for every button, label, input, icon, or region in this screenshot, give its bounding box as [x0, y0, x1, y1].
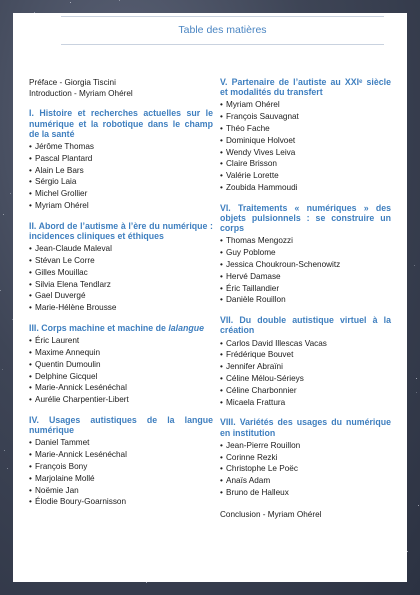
author-item: • Thomas Mengozzi	[220, 236, 293, 246]
author-item: • Quentin Dumoulin	[29, 359, 101, 369]
section-title: VI. Traitements « numériques » des objets pulsionnels : se construire un corps	[220, 202, 391, 234]
section-5	[220, 77, 391, 194]
author-list	[220, 99, 391, 193]
section-6	[220, 203, 391, 306]
author-item: • Marie-Hélène Brousse	[29, 303, 117, 313]
section-title: III. Corps machine et machine de lalangue	[29, 322, 205, 333]
conclusion-entry: Conclusion - Myriam Ohérel	[220, 509, 322, 519]
author-item: • Micaela Frattura	[220, 397, 286, 407]
star-dot	[416, 378, 417, 379]
star-dot	[0, 290, 1, 291]
author-item: • Claire Brisson	[220, 159, 277, 169]
author-item: • Sérgio Laia	[29, 177, 77, 187]
author-item: • Éric Taillandier	[220, 283, 280, 293]
author-item: • Aurélie Charpentier-Libert	[29, 395, 129, 405]
front-matter	[29, 77, 213, 99]
section-1	[29, 108, 213, 211]
author-list	[29, 141, 213, 212]
toc-column-left	[29, 77, 213, 508]
author-list	[29, 437, 213, 508]
star-dot	[3, 214, 4, 215]
section-4	[29, 415, 213, 508]
author-item: • Myriam Ohérel	[220, 100, 280, 110]
introduction-entry: Introduction - Myriam Ohérel	[29, 89, 133, 99]
section-title: VII. Du double autistique virtuel à la création	[220, 315, 391, 336]
author-item: • Frédérique Bouvet	[220, 350, 294, 360]
author-item: • Zoubida Hammoudi	[220, 182, 298, 192]
star-dot	[414, 265, 415, 266]
author-item: • Marie-Annick Lesénéchal	[29, 450, 127, 460]
section-title: VIII. Variétés des usages du numérique en institution	[220, 417, 391, 438]
section-title: I. Histoire et recherches actuelles sur le numérique et la robotique dans le champ de la santé	[29, 108, 213, 139]
section-3	[29, 323, 213, 406]
star-dot	[418, 505, 419, 506]
author-item: • Anaïs Adam	[220, 476, 271, 486]
star-dot	[7, 468, 8, 469]
section-title: V. Partenaire de l’autiste au XXIᵉ siècle et modalités du transfert	[220, 77, 391, 98]
author-item: • Silvia Elena Tendlarz	[29, 279, 111, 289]
author-item: • Gael Duvergé	[29, 291, 86, 301]
section-2	[29, 221, 213, 314]
author-item: • Christophe Le Poëc	[220, 464, 298, 474]
section-8	[220, 417, 391, 498]
author-item: • Élodie Boury-Goarnisson	[29, 497, 127, 507]
author-item: • Corinne Rezki	[220, 452, 278, 462]
author-list	[29, 243, 213, 314]
author-item: • Jean-Claude Maleval	[29, 244, 112, 254]
author-item: • Danièle Rouillon	[220, 295, 286, 305]
author-item: • Wendy Vives Leiva	[220, 147, 296, 157]
author-item: • Myriam Ohérel	[29, 201, 89, 210]
section-title: IV. Usages autistiques de la langue numérique	[29, 414, 213, 436]
author-item: • Daniel Tammet	[29, 438, 90, 448]
author-item: • Michel Grollier	[29, 189, 88, 199]
star-dot	[4, 450, 5, 451]
author-list	[220, 338, 391, 409]
author-item: • Jean-Pierre Rouillon	[220, 440, 301, 450]
author-item: • Jérôme Thomas	[29, 142, 95, 152]
author-item: • Valérie Lorette	[220, 171, 279, 181]
star-dot	[70, 2, 71, 3]
author-item: • Marjolaine Mollé	[29, 473, 95, 483]
section-7	[220, 315, 391, 408]
toc-page	[13, 13, 407, 582]
author-item: • Jennifer Abraïni	[220, 362, 283, 372]
toc-column-right	[220, 77, 391, 519]
preface-entry: Préface - Giorgia Tiscini	[29, 78, 116, 87]
author-list	[29, 335, 213, 406]
author-item: • Dominique Holvoet	[220, 135, 296, 145]
star-dot	[119, 0, 120, 1]
author-item: • Gilles Mouillac	[29, 267, 88, 277]
section-title: II. Abord de l’autisme à l’ère du numérique : incidences cliniques et éthiques	[29, 220, 213, 241]
star-dot	[416, 392, 417, 393]
author-item: • Alain Le Bars	[29, 165, 84, 175]
author-list	[220, 440, 391, 499]
author-item: • Delphine Gicquel	[29, 371, 98, 381]
author-item: • Guy Poblome	[220, 248, 276, 258]
author-item: • Pascal Plantard	[29, 153, 93, 163]
author-item: • Bruno de Halleux	[220, 487, 289, 497]
author-item: • Éric Laurent	[29, 336, 80, 346]
author-list	[220, 235, 391, 306]
author-item: • François Bony	[29, 461, 88, 471]
star-dot	[2, 369, 3, 370]
author-item: • Hervé Damase	[220, 271, 281, 281]
author-item: • Carlos David Illescas Vacas	[220, 338, 327, 348]
author-item: • François Sauvagnat	[220, 112, 299, 122]
page-title: Table des matières	[61, 16, 384, 45]
author-item: • Céline Mélou-Sérieys	[220, 373, 304, 383]
author-item: • Céline Charbonnier	[220, 385, 297, 395]
author-item: • Noëmie Jan	[29, 485, 79, 495]
author-item: • Maxime Annequin	[29, 347, 101, 357]
star-dot	[10, 193, 11, 194]
author-item: • Stévan Le Corre	[29, 256, 95, 265]
author-item: • Marie-Annick Lesénéchal	[29, 383, 127, 393]
author-item: • Jessica Choukroun-Schenowitz	[220, 259, 341, 269]
author-item: • Théo Fache	[220, 124, 270, 133]
